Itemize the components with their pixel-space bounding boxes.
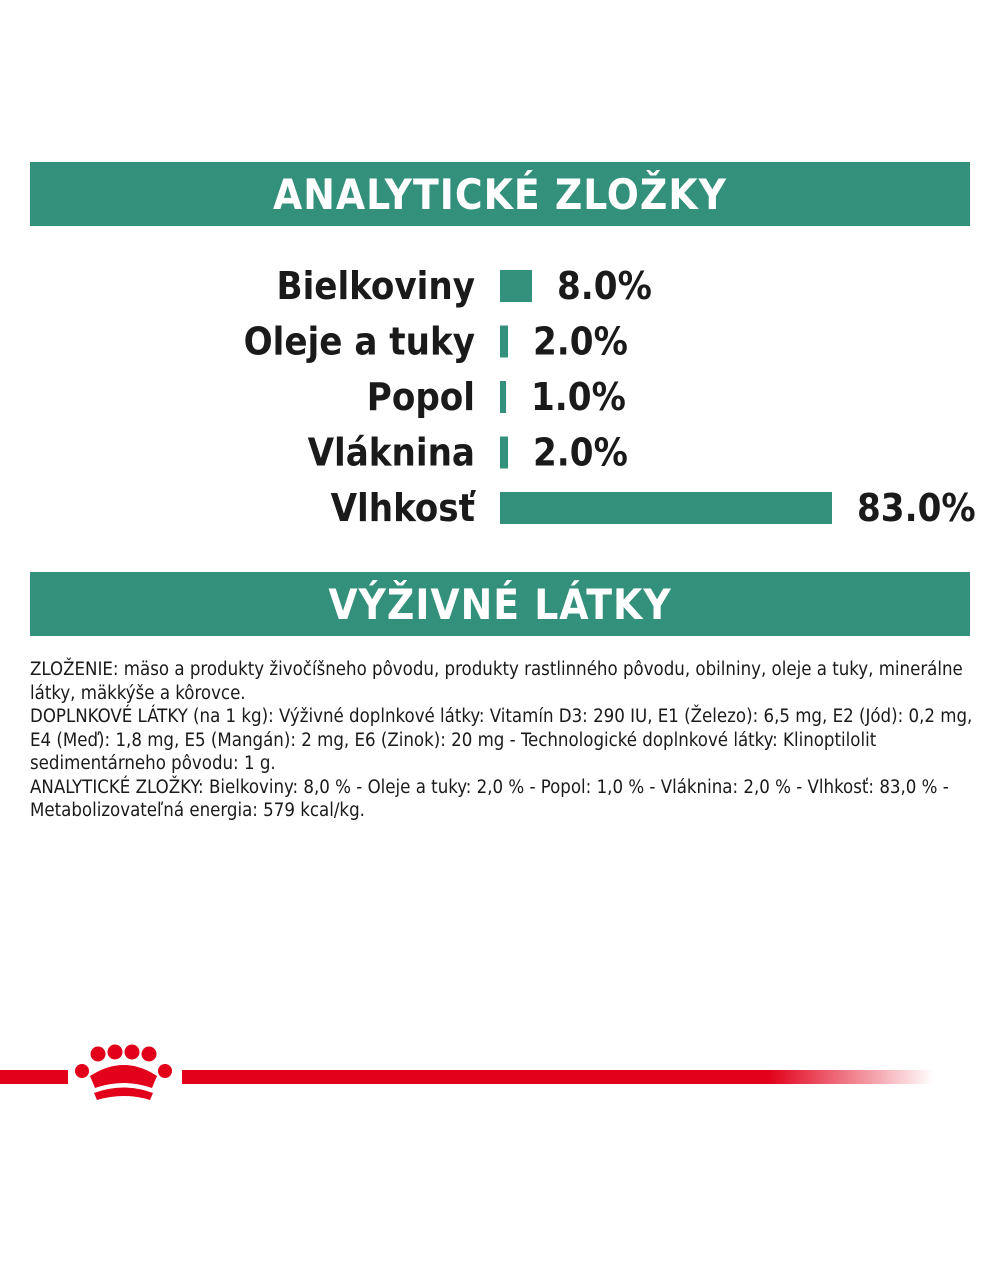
brand-footer: [0, 1040, 1000, 1110]
composition-additives: DOPLNKOVÉ LÁTKY (na 1 kg): Výživné doplnkové látky: Vitamín D3: 290 IU, E1 (Železo): 6,5 mg, E2 (Jód): 0,2 mg, E4 (Meď): 1,8 mg, E5 (Mangán): 2 mg, E6 (Zinok): 20 mg - Technologické doplnkové látky: Klinoptilolit sedimentárneho pôvodu: 1 g.: [30, 706, 973, 774]
category-label-vlhkost: Vlhkosť: [330, 486, 475, 530]
analytic-components-banner: [30, 162, 970, 226]
value-label-bielkoviny: 8.0%: [557, 264, 652, 308]
bar-vlhkost: [500, 492, 832, 524]
value-label-oleje-a-tuky: 2.0%: [533, 319, 628, 364]
composition-text: [30, 658, 975, 823]
crown-icon: [75, 1045, 172, 1101]
bar-vlaknina: [500, 437, 508, 469]
value-label-popol: 1.0%: [531, 375, 626, 419]
category-label-vlaknina: Vláknina: [307, 430, 475, 475]
analytic-components-title: ANALYTICKÉ ZLOŽKY: [273, 169, 727, 219]
bar-bielkoviny: [500, 270, 532, 302]
footer-line-left: [0, 1070, 68, 1084]
footer-line-right: [182, 1070, 934, 1084]
value-label-vlaknina: 2.0%: [533, 430, 628, 475]
nutrients-title: VÝŽIVNÉ LÁTKY: [328, 579, 672, 629]
composition-analytics: ANALYTICKÉ ZLOŽKY: Bielkoviny: 8,0 % - Oleje a tuky: 2,0 % - Popol: 1,0 % - Vláknina: 2,0 % - Vlhkosť: 83,0 % - Metabolizovateľná energia: 579 kcal/kg.: [30, 776, 949, 821]
composition-ingredients: ZLOŽENIE: mäso a produkty živočíšneho pôvodu, produkty rastlinného pôvodu, obilniny, oleje a tuky, minerálne látky, mäkkýše a kôrovce.: [30, 659, 963, 704]
nutrients-banner: [30, 572, 970, 636]
bar-oleje-a-tuky: [500, 326, 508, 358]
category-label-bielkoviny: Bielkoviny: [276, 264, 475, 308]
nutrient-bar-chart: [0, 250, 1000, 550]
category-label-oleje-a-tuky: Oleje a tuky: [243, 319, 475, 364]
category-label-popol: Popol: [366, 375, 475, 419]
value-label-vlhkost: 83.0%: [857, 486, 976, 530]
bar-popol: [500, 381, 506, 413]
